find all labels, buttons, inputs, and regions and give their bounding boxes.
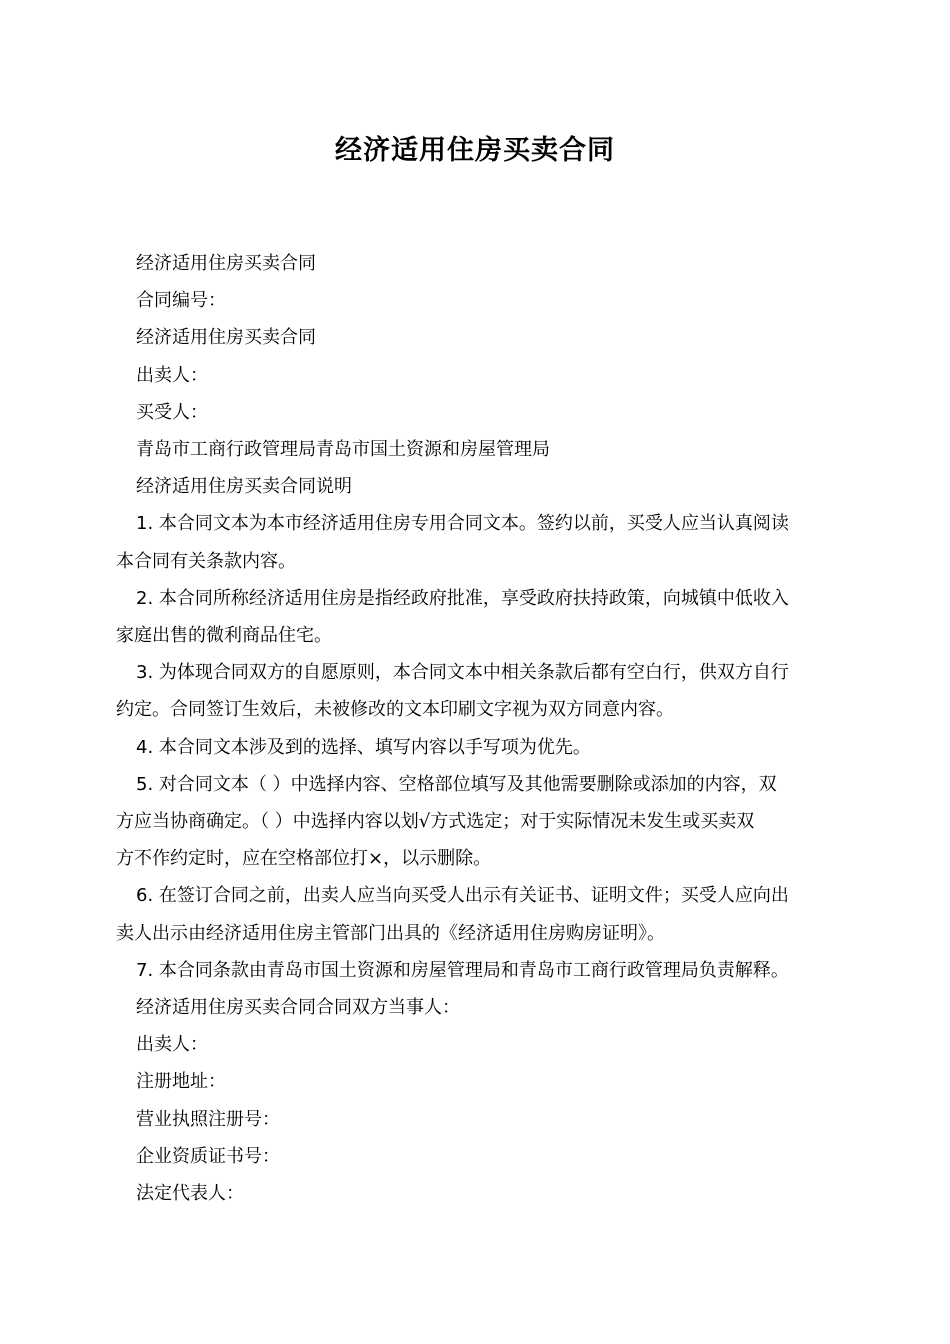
document-line: 方不作约定时，应在空格部位打×，以示删除。 xyxy=(116,848,492,870)
document-line: 经济适用住房买卖合同 xyxy=(136,253,316,274)
document-line: 7. 本合同条款由青岛市国土资源和房屋管理局和青岛市工商行政管理局负责解释。 xyxy=(136,959,789,981)
document-line: 经济适用住房买卖合同说明 xyxy=(136,476,352,498)
document-line: 2. 本合同所称经济适用住房是指经政府批准，享受政府扶持政策，向城镇中低收入 xyxy=(136,587,789,609)
document-line: 买受人： xyxy=(136,401,208,423)
document-line: 6. 在签订合同之前，出卖人应当向买受人出示有关证书、证明文件；买受人应向出 xyxy=(136,885,789,907)
document-line: 注册地址： xyxy=(136,1071,226,1093)
document-line: 家庭出售的微利商品住宅。 xyxy=(116,625,332,647)
document-line: 4. 本合同文本涉及到的选择、填写内容以手写项为优先。 xyxy=(136,736,591,758)
document-line: 合同编号： xyxy=(136,290,226,312)
document-line: 卖人出示由经济适用住房主管部门出具的《经济适用住房购房证明》。 xyxy=(116,922,665,944)
document-line: 企业资质证书号： xyxy=(136,1145,280,1167)
document-line: 营业执照注册号： xyxy=(136,1108,280,1130)
document-line: 5. 对合同文本（ ）中选择内容、空格部位填写及其他需要删除或添加的内容，双 xyxy=(136,773,777,795)
document-line: 经济适用住房买卖合同 xyxy=(136,327,316,349)
document-line: 本合同有关条款内容。 xyxy=(116,550,296,572)
document-line: 约定。合同签订生效后，未被修改的文本印刷文字视为双方同意内容。 xyxy=(116,699,674,721)
document-line: 经济适用住房买卖合同合同双方当事人： xyxy=(136,997,460,1019)
document-line: 青岛市工商行政管理局青岛市国土资源和房屋管理局 xyxy=(136,439,550,461)
document-line: 出卖人： xyxy=(136,1034,208,1056)
document-line: 3. 为体现合同双方的自愿原则，本合同文本中相关条款后都有空白行，供双方自行 xyxy=(136,662,789,684)
document-line: 方应当协商确定。（ ）中选择内容以划√方式选定；对于实际情况未发生或买卖双 xyxy=(116,811,755,833)
document-line: 1. 本合同文本为本市经济适用住房专用合同文本。签约以前，买受人应当认真阅读 xyxy=(136,513,789,535)
document-body xyxy=(116,245,836,1212)
document-title: 经济适用住房买卖合同 xyxy=(335,135,615,166)
document-line: 法定代表人： xyxy=(136,1183,244,1205)
document-line: 出卖人： xyxy=(136,364,208,386)
